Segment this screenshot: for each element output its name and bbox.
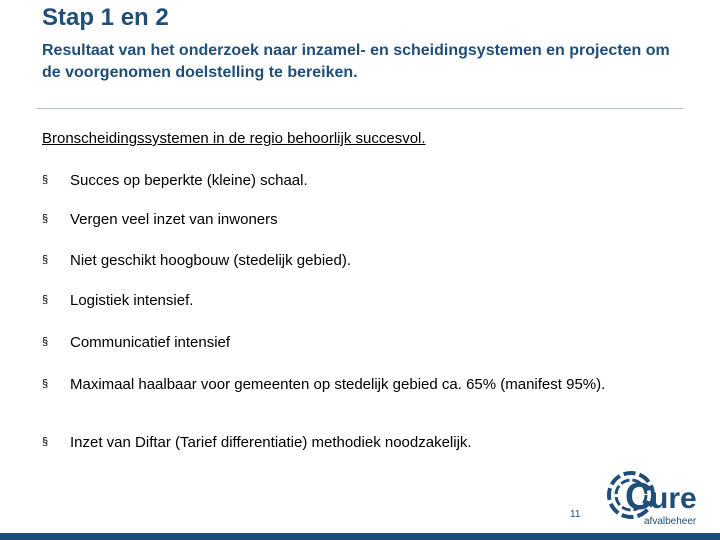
footer-bar: [0, 533, 720, 540]
bullet-icon: §: [42, 213, 49, 225]
slide-subtitle: Resultaat van het onderzoek naar inzamel- en scheidingsystemen en projecten om de voorgenomen doelstelling te bereiken.: [42, 42, 670, 81]
bullet-text: Succes op beperkte (kleine) schaal.: [70, 172, 308, 189]
bullet-text: Vergen veel inzet van inwoners: [70, 211, 278, 228]
bullet-text: Logistiek intensief.: [70, 292, 194, 309]
logo-initial: C: [625, 476, 653, 518]
page-number: 11: [570, 509, 581, 520]
bullet-icon: §: [42, 378, 49, 390]
bullet-text: Maximaal haalbaar voor gemeenten op stedelijk gebied ca. 65% (manifest 95%).: [70, 376, 606, 393]
list-item: [42, 252, 652, 269]
bullet-text: Inzet van Diftar (Tarief differentiatie) methodiek noodzakelijk.: [70, 434, 472, 451]
bullet-icon: §: [42, 254, 49, 266]
logo-tagline: afvalbeheer: [644, 516, 697, 527]
list-item: [42, 334, 652, 351]
bullet-icon: §: [42, 436, 49, 448]
list-item: [42, 172, 652, 189]
bullet-icon: §: [42, 294, 49, 306]
cure-logo: [604, 468, 714, 530]
bullet-text: Communicatief intensief: [70, 334, 231, 351]
logo-name: ure: [650, 482, 697, 515]
title-divider: [36, 108, 684, 109]
list-item: [42, 292, 652, 309]
slide-title: Stap 1 en 2: [42, 4, 169, 31]
bullet-icon: §: [42, 336, 49, 348]
list-item: [42, 211, 652, 228]
section-heading: Bronscheidingssystemen in de regio behoorlijk succesvol.: [42, 130, 426, 147]
list-item: [42, 376, 652, 393]
bullet-text: Niet geschikt hoogbouw (stedelijk gebied).: [70, 252, 351, 269]
bullet-icon: §: [42, 174, 49, 186]
list-item: [42, 434, 652, 451]
